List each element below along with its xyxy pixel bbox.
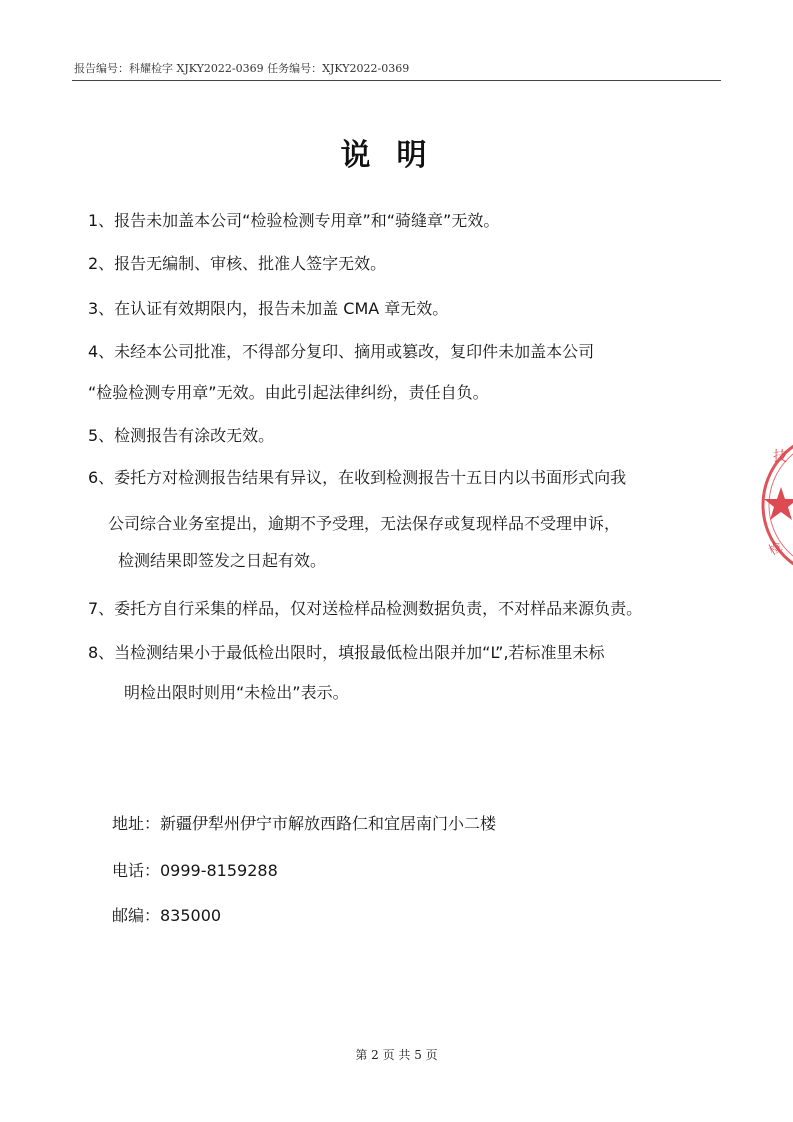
note-6-continued-1: 公司综合业务室提出，逾期不予受理，无法保存或复现样品不受理申诉， — [108, 514, 621, 533]
note-8: 8、当检测结果小于最低检出限时，填报最低检出限并加“L”,若标准里未标 — [88, 643, 605, 662]
page-number: 第 2 页 共 5 页 — [355, 1048, 438, 1062]
partial-seal-stamp — [757, 425, 793, 585]
svg-text:检: 检 — [766, 539, 786, 559]
note-1: 1、报告未加盖本公司“检验检测专用章”和“骑缝章”无效。 — [88, 211, 500, 230]
note-8-continued: 明检出限时则用“未检出”表示。 — [124, 683, 349, 702]
report-header: 报告编号：科耀检字 XJKY2022-0369 任务编号：XJKY2022-0369 — [74, 62, 410, 75]
contact-address: 地址：新疆伊犁州伊宁市解放西路仁和宜居南门小二楼 — [112, 814, 497, 833]
contact-postcode: 邮编：835000 — [112, 906, 222, 925]
seal-stamp-icon — [757, 425, 793, 585]
note-4: 4、未经本公司批准，不得部分复印、摘用或篡改，复印件未加盖本公司 — [88, 342, 595, 361]
page-title: 说明 — [340, 138, 453, 173]
note-3: 3、在认证有效期限内，报告未加盖 CMA 章无效。 — [88, 299, 449, 318]
svg-text:技: 技 — [773, 449, 787, 465]
note-6: 6、委托方对检测报告结果有异议，在收到检测报告十五日内以书面形式向我 — [88, 468, 627, 487]
header-divider — [72, 80, 721, 81]
note-6-continued-2: 检测结果即签发之日起有效。 — [118, 551, 327, 570]
note-2: 2、报告无编制、审核、批准人签字无效。 — [88, 254, 387, 273]
contact-phone: 电话：0999-8159288 — [112, 861, 278, 880]
note-7: 7、委托方自行采集的样品，仅对送检样品检测数据负责，不对样品来源负责。 — [88, 599, 643, 618]
note-4-continued: “检验检测专用章”无效。由此引起法律纠纷，责任自负。 — [88, 383, 489, 402]
note-5: 5、检测报告有涂改无效。 — [88, 426, 275, 445]
